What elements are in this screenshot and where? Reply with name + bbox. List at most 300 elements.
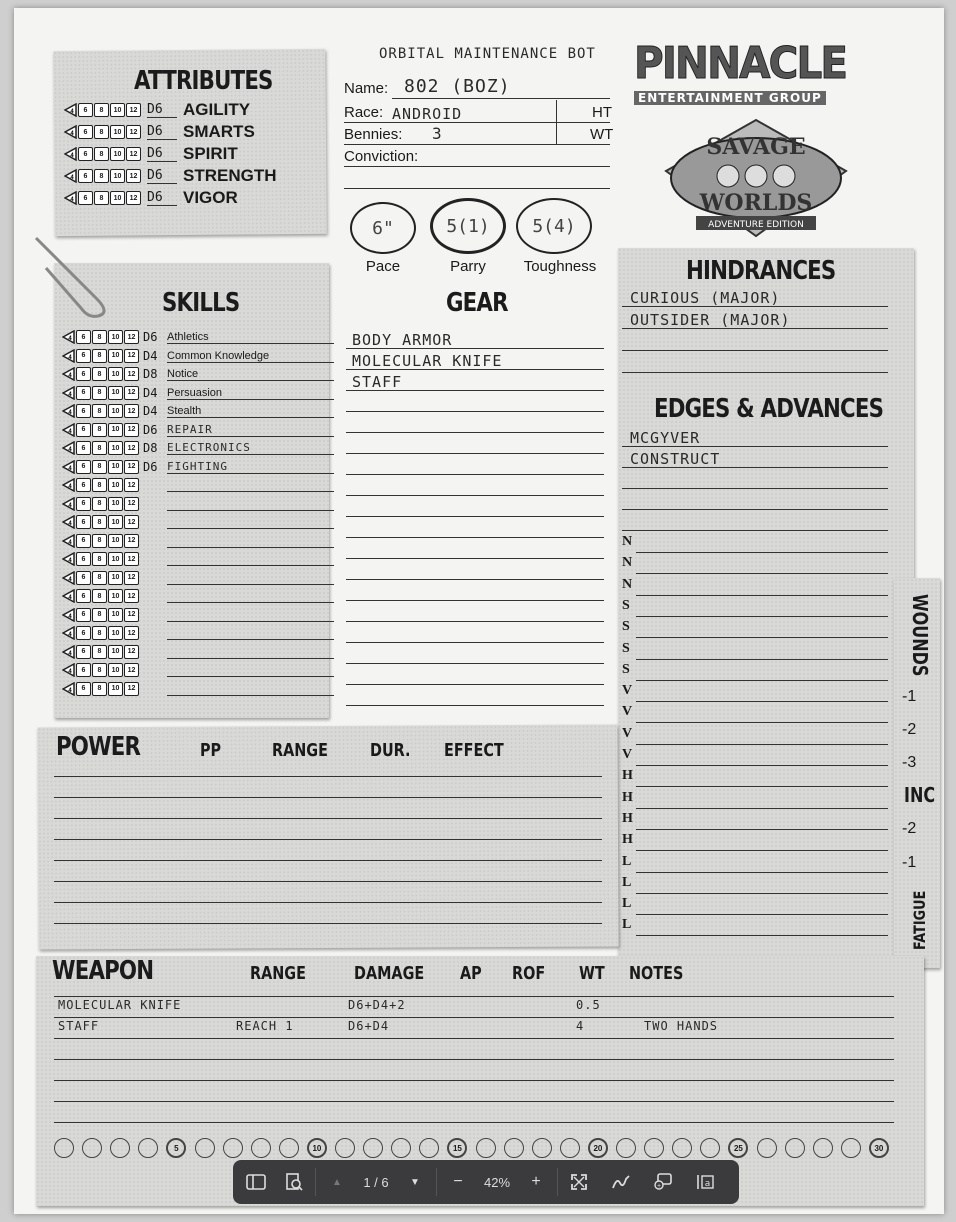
d10-die-icon[interactable]: 10 [108, 645, 123, 659]
d12-die-icon[interactable]: 12 [124, 349, 139, 363]
gear-item[interactable]: STAFF [352, 373, 403, 391]
d4-die-icon[interactable] [62, 404, 75, 418]
d6-die-icon[interactable]: 6 [76, 534, 91, 548]
d8-die-icon[interactable]: 8 [92, 441, 107, 455]
attribute-row [64, 122, 255, 142]
d6-die-icon[interactable]: 6 [76, 645, 91, 659]
d4-die-icon[interactable] [62, 552, 75, 566]
gear-item[interactable]: MOLECULAR KNIFE [352, 352, 503, 370]
wounds-title: WOUNDS [908, 594, 932, 677]
d10-die-icon[interactable]: 10 [108, 460, 123, 474]
chevron-down-icon[interactable]: ▼ [410, 1176, 420, 1188]
svg-text:4: 4 [70, 131, 74, 137]
xp-circle[interactable] [813, 1138, 833, 1158]
d12-die-icon[interactable]: 12 [124, 497, 139, 511]
skill-name[interactable] [167, 534, 334, 548]
name-label: Name: [344, 80, 389, 97]
d10-die-icon[interactable]: 10 [110, 191, 125, 205]
xp-circle[interactable]: 15 [447, 1138, 467, 1158]
d6-die-icon[interactable]: 6 [76, 460, 91, 474]
d12-die-icon[interactable]: 12 [124, 441, 139, 455]
d12-die-icon[interactable]: 12 [124, 608, 139, 622]
d10-die-icon[interactable]: 10 [108, 349, 123, 363]
d4-die-icon[interactable] [62, 534, 75, 548]
skill-name[interactable] [167, 552, 334, 566]
d4-die-icon[interactable] [64, 147, 77, 161]
attribute-value[interactable]: D6 [147, 168, 177, 184]
d12-die-icon[interactable]: 12 [124, 552, 139, 566]
d4-die-icon[interactable] [62, 460, 75, 474]
d6-die-icon[interactable]: 6 [76, 682, 91, 696]
skill-dice [62, 330, 139, 344]
skill-name[interactable]: Persuasion [167, 386, 334, 400]
skill-name[interactable] [167, 497, 334, 511]
svg-text:4: 4 [68, 373, 72, 380]
fit-screen-icon[interactable] [564, 1167, 594, 1197]
xp-circle[interactable] [279, 1138, 299, 1158]
svg-text:4: 4 [68, 595, 72, 602]
d10-die-icon[interactable]: 10 [108, 663, 123, 677]
d6-die-icon[interactable]: 6 [78, 147, 93, 161]
d6-die-icon[interactable]: 6 [76, 367, 91, 381]
skill-name[interactable] [167, 682, 334, 696]
d8-die-icon[interactable]: 8 [94, 191, 109, 205]
weapon-col-wt: WT [579, 963, 605, 984]
d12-die-icon[interactable]: 12 [124, 404, 139, 418]
d6-die-icon[interactable]: 6 [76, 608, 91, 622]
d6-die-icon[interactable]: 6 [76, 552, 91, 566]
skill-name[interactable]: Stealth [167, 404, 334, 418]
skill-name[interactable] [167, 645, 334, 659]
xp-circle[interactable] [757, 1138, 777, 1158]
d10-die-icon[interactable]: 10 [110, 147, 125, 161]
d6-die-icon[interactable]: 6 [76, 441, 91, 455]
d8-die-icon[interactable]: 8 [92, 367, 107, 381]
pace-circle[interactable]: 6" [350, 202, 416, 254]
d8-die-icon[interactable]: 8 [92, 608, 107, 622]
svg-text:4: 4 [70, 153, 74, 159]
d8-die-icon[interactable]: 8 [92, 663, 107, 677]
d8-die-icon[interactable]: 8 [92, 589, 107, 603]
svg-text:4: 4 [68, 558, 72, 565]
xp-circle[interactable] [335, 1138, 355, 1158]
d12-die-icon[interactable]: 12 [124, 682, 139, 696]
race-label: Race: [344, 104, 384, 121]
race-value[interactable]: ANDROID [392, 105, 463, 123]
comment-icon[interactable] [648, 1167, 678, 1197]
d10-die-icon[interactable]: 10 [108, 367, 123, 381]
d10-die-icon[interactable]: 10 [108, 682, 123, 696]
bennies-label: Bennies: [344, 126, 403, 143]
d10-die-icon[interactable]: 10 [108, 404, 123, 418]
svg-text:+: + [656, 1183, 662, 1190]
skill-value[interactable]: D6 [143, 330, 158, 345]
skill-dice [62, 608, 139, 622]
xp-circle[interactable] [363, 1138, 383, 1158]
d4-die-icon[interactable] [62, 367, 75, 381]
bennies-value[interactable]: 3 [432, 124, 443, 143]
xp-circle[interactable]: 10 [307, 1138, 327, 1158]
svg-text:4: 4 [68, 521, 72, 528]
xp-circle[interactable] [644, 1138, 664, 1158]
d6-die-icon[interactable]: 6 [78, 125, 93, 139]
skill-row [62, 439, 334, 457]
wound-level[interactable]: -2 [902, 721, 917, 738]
skill-dice [62, 497, 139, 511]
weapon-wt[interactable]: 4 [576, 1019, 585, 1033]
fatigue-level[interactable]: -2 [902, 820, 917, 837]
svg-text:4: 4 [68, 650, 72, 657]
attribute-value[interactable]: D6 [147, 146, 177, 162]
d4-die-icon[interactable] [62, 330, 75, 344]
weapon-title: WEAPON [52, 956, 154, 986]
skill-dice [62, 478, 139, 492]
xp-circle[interactable] [616, 1138, 636, 1158]
attribute-name: STRENGTH [183, 166, 277, 185]
zoom-in-icon[interactable]: + [531, 1173, 541, 1190]
skill-value[interactable]: D4 [143, 404, 158, 419]
d12-die-icon[interactable]: 12 [124, 460, 139, 474]
d8-die-icon[interactable]: 8 [92, 682, 107, 696]
xp-circle[interactable]: 5 [166, 1138, 186, 1158]
d6-die-icon[interactable]: 6 [78, 103, 93, 117]
d12-die-icon[interactable]: 12 [124, 589, 139, 603]
xp-circle[interactable] [560, 1138, 580, 1158]
advance-rank-letter: V [622, 683, 633, 699]
d10-die-icon[interactable]: 10 [110, 103, 125, 117]
d6-die-icon[interactable]: 6 [78, 169, 93, 183]
d6-die-icon[interactable]: 6 [76, 349, 91, 363]
d6-die-icon[interactable]: 6 [76, 478, 91, 492]
name-value[interactable]: 802 (BOZ) [404, 76, 511, 97]
attribute-dice [64, 169, 141, 183]
d6-die-icon[interactable]: 6 [76, 423, 91, 437]
skill-name[interactable]: Athletics [167, 330, 334, 344]
d12-die-icon[interactable]: 12 [124, 515, 139, 529]
d8-die-icon[interactable]: 8 [92, 571, 107, 585]
skill-name[interactable]: FIGHTING [167, 460, 334, 474]
d12-die-icon[interactable]: 12 [124, 367, 139, 381]
savage-worlds-logo [656, 116, 856, 241]
d4-die-icon[interactable] [64, 125, 77, 139]
skill-value[interactable]: D6 [143, 422, 158, 437]
d4-die-icon[interactable] [64, 191, 77, 205]
advance-rank-letter: L [622, 853, 632, 869]
xp-circle[interactable] [476, 1138, 496, 1158]
d10-die-icon[interactable]: 10 [108, 441, 123, 455]
draw-icon[interactable] [606, 1167, 636, 1197]
d8-die-icon[interactable]: 8 [92, 404, 107, 418]
skill-name[interactable]: Notice [167, 367, 334, 381]
skill-dice [62, 552, 139, 566]
attribute-value[interactable]: D6 [147, 190, 177, 206]
d10-die-icon[interactable]: 10 [108, 552, 123, 566]
search-page-icon[interactable] [279, 1167, 309, 1197]
d8-die-icon[interactable]: 8 [94, 169, 109, 183]
advance-rank-letter: H [622, 832, 633, 848]
d6-die-icon[interactable]: 6 [76, 497, 91, 511]
d12-die-icon[interactable]: 12 [126, 191, 141, 205]
skill-row [62, 328, 334, 346]
svg-text:a: a [704, 1179, 711, 1189]
power-col-effect: EFFECT [444, 740, 504, 761]
skill-dice [62, 663, 139, 677]
d8-die-icon[interactable]: 8 [92, 478, 107, 492]
advance-rank-letter: S [622, 619, 630, 635]
skill-value[interactable]: D8 [143, 441, 158, 456]
d4-die-icon[interactable] [62, 663, 75, 677]
pinnacle-logo: PINNACLE ENTERTAINMENT GROUP [634, 38, 847, 105]
d4-die-icon[interactable] [62, 497, 75, 511]
hindrance-item[interactable]: CURIOUS (MAJOR) [630, 289, 781, 307]
d6-die-icon[interactable]: 6 [76, 571, 91, 585]
d8-die-icon[interactable]: 8 [92, 423, 107, 437]
power-title: POWER [56, 732, 141, 762]
d10-die-icon[interactable]: 10 [110, 169, 125, 183]
d12-die-icon[interactable]: 12 [124, 423, 139, 437]
d8-die-icon[interactable]: 8 [94, 103, 109, 117]
d8-die-icon[interactable]: 8 [92, 534, 107, 548]
d12-die-icon[interactable]: 12 [124, 478, 139, 492]
parry-label: Parry [450, 258, 486, 275]
skill-dice [62, 349, 139, 363]
d10-die-icon[interactable]: 10 [108, 478, 123, 492]
parry-circle[interactable]: 5(1) [430, 198, 506, 254]
advance-rank-letter: L [622, 896, 632, 912]
skill-dice [62, 682, 139, 696]
skill-dice [62, 423, 139, 437]
d10-die-icon[interactable]: 10 [108, 515, 123, 529]
skill-dice [62, 589, 139, 603]
d12-die-icon[interactable]: 12 [124, 571, 139, 585]
skill-row [62, 569, 334, 587]
gear-title: GEAR [446, 288, 508, 318]
d10-die-icon[interactable]: 10 [108, 497, 123, 511]
skill-value[interactable]: D8 [143, 367, 158, 382]
d8-die-icon[interactable]: 8 [92, 552, 107, 566]
svg-text:4: 4 [68, 391, 72, 398]
hindrances-title: HINDRANCES [686, 256, 836, 286]
toughness-label: Toughness [523, 258, 597, 275]
d12-die-icon[interactable]: 12 [126, 147, 141, 161]
sidebar-icon[interactable] [241, 1167, 271, 1197]
xp-circle[interactable] [532, 1138, 552, 1158]
skill-row [62, 365, 334, 383]
svg-text:4: 4 [68, 687, 72, 694]
skill-dice [62, 515, 139, 529]
weapon-damage[interactable]: D6+D4 [348, 1019, 390, 1033]
d8-die-icon[interactable]: 8 [94, 147, 109, 161]
xp-circle[interactable] [841, 1138, 861, 1158]
xp-circle[interactable] [223, 1138, 243, 1158]
xp-circle[interactable] [82, 1138, 102, 1158]
zoom-out-icon[interactable]: − [453, 1173, 463, 1190]
d10-die-icon[interactable]: 10 [108, 330, 123, 344]
d8-die-icon[interactable]: 8 [92, 349, 107, 363]
weapon-name[interactable]: MOLECULAR KNIFE [58, 998, 182, 1012]
skill-row [62, 606, 334, 624]
advance-rank-letter: H [622, 789, 633, 805]
d4-die-icon[interactable] [62, 626, 75, 640]
svg-text:4: 4 [68, 465, 72, 472]
d4-die-icon[interactable] [62, 645, 75, 659]
advance-rank-letter: N [622, 555, 633, 571]
incapacitated-label[interactable]: INC [904, 783, 936, 807]
d12-die-icon[interactable]: 12 [126, 125, 141, 139]
attribute-name: SMARTS [183, 122, 255, 141]
d12-die-icon[interactable]: 12 [124, 663, 139, 677]
skill-name[interactable]: ELECTRONICS [167, 441, 334, 455]
advance-rank-letter: N [622, 534, 633, 549]
svg-text:4: 4 [68, 632, 72, 639]
d4-die-icon[interactable] [62, 441, 75, 455]
weapon-damage[interactable]: D6+D4+2 [348, 998, 406, 1012]
zoom-level[interactable]: 42% [483, 1174, 511, 1190]
d6-die-icon[interactable]: 6 [76, 330, 91, 344]
xp-circle[interactable]: 30 [869, 1138, 889, 1158]
d8-die-icon[interactable]: 8 [92, 460, 107, 474]
skill-dice [62, 645, 139, 659]
skills-title: SKILLS [162, 288, 240, 318]
hindrance-item[interactable]: OUTSIDER (MAJOR) [630, 311, 791, 329]
skill-value[interactable]: D4 [143, 348, 158, 363]
gear-item[interactable]: BODY ARMOR [352, 331, 453, 349]
skill-name[interactable] [167, 626, 334, 640]
d4-die-icon[interactable] [62, 423, 75, 437]
text-select-icon[interactable] [690, 1167, 720, 1197]
skill-dice [62, 534, 139, 548]
chevron-up-icon[interactable]: ▲ [332, 1176, 342, 1188]
attribute-row [64, 166, 277, 186]
xp-circle[interactable]: 25 [728, 1138, 748, 1158]
d12-die-icon[interactable]: 12 [124, 330, 139, 344]
d12-die-icon[interactable]: 12 [124, 386, 139, 400]
d10-die-icon[interactable]: 10 [108, 589, 123, 603]
d8-die-icon[interactable]: 8 [92, 497, 107, 511]
d8-die-icon[interactable]: 8 [92, 330, 107, 344]
d4-die-icon[interactable] [62, 571, 75, 585]
d4-die-icon[interactable] [62, 349, 75, 363]
d6-die-icon[interactable]: 6 [78, 191, 93, 205]
xp-circle[interactable] [251, 1138, 271, 1158]
d6-die-icon[interactable]: 6 [76, 404, 91, 418]
skill-name[interactable] [167, 663, 334, 677]
edge-item[interactable]: MCGYVER [630, 429, 701, 447]
skill-dice [62, 626, 139, 640]
weapon-notes[interactable]: TWO HANDS [644, 1019, 719, 1033]
d6-die-icon[interactable]: 6 [76, 589, 91, 603]
attribute-dice [64, 191, 141, 205]
d6-die-icon[interactable]: 6 [76, 626, 91, 640]
attribute-dice [64, 125, 141, 139]
d4-die-icon[interactable] [62, 608, 75, 622]
d10-die-icon[interactable]: 10 [108, 608, 123, 622]
d8-die-icon[interactable]: 8 [92, 626, 107, 640]
skill-dice [62, 441, 139, 455]
d12-die-icon[interactable]: 12 [126, 169, 141, 183]
svg-text:4: 4 [68, 613, 72, 620]
page-indicator[interactable]: 1 / 6 [363, 1174, 389, 1190]
d12-die-icon[interactable]: 12 [124, 626, 139, 640]
character-note: ORBITAL MAINTENANCE BOT [379, 46, 596, 62]
advance-rank-letter: H [622, 810, 633, 826]
advance-rank-letter: L [622, 874, 632, 890]
d12-die-icon[interactable]: 12 [126, 103, 141, 117]
d4-die-icon[interactable] [64, 103, 77, 117]
fatigue-level[interactable]: -1 [902, 854, 917, 871]
d10-die-icon[interactable]: 10 [108, 571, 123, 585]
d8-die-icon[interactable]: 8 [92, 515, 107, 529]
wound-level[interactable]: -1 [902, 688, 917, 705]
skill-name[interactable] [167, 515, 334, 529]
d4-die-icon[interactable] [62, 589, 75, 603]
skill-name[interactable]: REPAIR [167, 423, 334, 437]
skill-name[interactable] [167, 571, 334, 585]
wound-level[interactable]: -3 [902, 754, 917, 771]
xp-circle[interactable] [785, 1138, 805, 1158]
xp-circle[interactable] [195, 1138, 215, 1158]
d8-die-icon[interactable]: 8 [92, 386, 107, 400]
d4-die-icon[interactable] [62, 515, 75, 529]
d4-die-icon[interactable] [62, 386, 75, 400]
xp-circle[interactable]: 20 [588, 1138, 608, 1158]
attribute-value[interactable]: D6 [147, 124, 177, 140]
d8-die-icon[interactable]: 8 [94, 125, 109, 139]
skill-row [62, 680, 334, 698]
attribute-row [64, 100, 250, 120]
svg-text:4: 4 [68, 354, 72, 361]
attribute-name: VIGOR [183, 188, 238, 207]
attribute-row [64, 188, 238, 208]
attribute-row [64, 144, 238, 164]
weapon-wt[interactable]: 0.5 [576, 998, 601, 1012]
svg-text:4: 4 [68, 502, 72, 509]
svg-text:4: 4 [68, 484, 72, 491]
d10-die-icon[interactable]: 10 [108, 386, 123, 400]
weapon-name[interactable]: STAFF [58, 1019, 100, 1033]
xp-circle[interactable] [504, 1138, 524, 1158]
skill-name[interactable] [167, 608, 334, 622]
d4-die-icon[interactable] [62, 478, 75, 492]
skill-name[interactable] [167, 589, 334, 603]
attribute-value[interactable]: D6 [147, 102, 177, 118]
xp-circle[interactable] [54, 1138, 74, 1158]
d12-die-icon[interactable]: 12 [124, 645, 139, 659]
d10-die-icon[interactable]: 10 [108, 626, 123, 640]
d6-die-icon[interactable]: 6 [76, 386, 91, 400]
d10-die-icon[interactable]: 10 [108, 534, 123, 548]
d6-die-icon[interactable]: 6 [76, 515, 91, 529]
d12-die-icon[interactable]: 12 [124, 534, 139, 548]
skill-value[interactable]: D6 [143, 459, 158, 474]
skill-value[interactable]: D4 [143, 385, 158, 400]
advance-rank-letter: S [622, 661, 630, 677]
worlds-text: WORLDS [699, 190, 813, 216]
d4-die-icon[interactable] [64, 169, 77, 183]
skill-row [62, 421, 334, 439]
d10-die-icon[interactable]: 10 [110, 125, 125, 139]
d4-die-icon[interactable] [62, 682, 75, 696]
weapon-range[interactable]: REACH 1 [236, 1019, 294, 1033]
skill-name[interactable]: Common Knowledge [167, 349, 334, 363]
d10-die-icon[interactable]: 10 [108, 423, 123, 437]
skill-name[interactable] [167, 478, 334, 492]
d8-die-icon[interactable]: 8 [92, 645, 107, 659]
conviction-label: Conviction: [344, 148, 419, 165]
edge-item[interactable]: CONSTRUCT [630, 450, 721, 468]
toughness-circle[interactable]: 5(4) [516, 198, 592, 254]
d6-die-icon[interactable]: 6 [76, 663, 91, 677]
